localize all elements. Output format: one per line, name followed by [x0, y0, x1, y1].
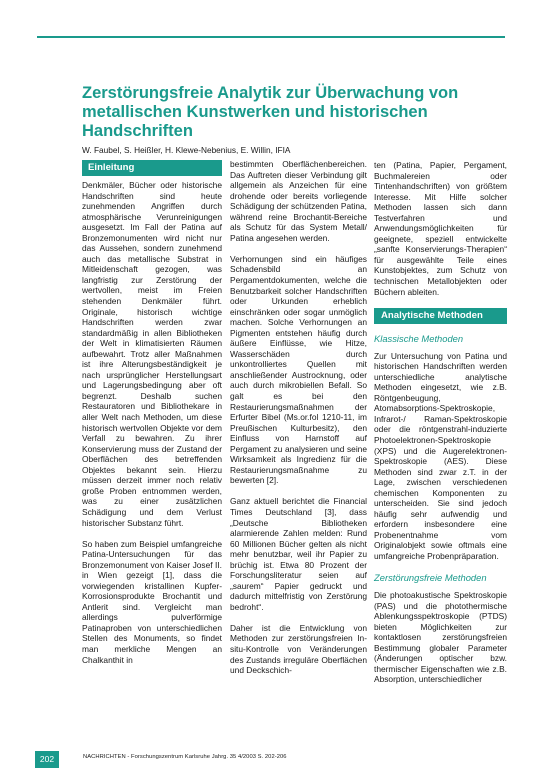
paragraph: ten (Patina, Papier, Pergament, Buchmalereien oder Tintenhandschriften) von größtem Interesse. Mit Hilfe solcher Methoden lassen sich dann Testverfahren und Anwendungsmöglichkeiten für geeignete, speziell entwickelte „sanfte Konservierungs-Therapien“ für ausgewählte Teile eines Kunstobjektes, zum Schutz von technischen Metallobjekten oder Büchern ableiten.: [374, 160, 507, 297]
subheading-nondestructive-methods: Zerstörungsfreie Methoden: [374, 572, 487, 584]
page-footer: [35, 751, 505, 768]
page-number: 202: [35, 751, 59, 768]
column-1: [82, 160, 222, 676]
subheading-classic-methods: Klassische Methoden: [374, 332, 464, 344]
paragraph: Die photoakustische Spektroskopie (PAS) und die photothermische Ablenkungsspektroskopie (PTDS) bieten Möglichkeiten zur kontaktlosen zerstörungsfreien Bestimmung globaler Parameter (Änderungen optischer bzw. thermischer Eigenschaften wie z.B. Absorption, unterschiedlicher: [374, 590, 507, 685]
journal-citation: NACHRICHTEN - Forschungszentrum Karlsruhe Jahrg. 35 4/2003 S. 202-206: [83, 754, 287, 760]
paragraph: Verhornungen sind ein häufiges Schadensbild an Pergamentdokumenten, welche die Benutzbarkeit solcher Handschriften oder Urkunden erheblich einschränken oder sogar unmöglich machen. Solche Verhornungen an Pigmenten entstehen häufig durch äußere Einflüsse, wie Hitze, Wasserschäden durch unkontrolliertes Quellen mit anschließender Austrocknung, oder auch durch mikrobiellen Befall. So galt es bei den Restaurierungsmaßnahmen der Erfurter Bibel (Ms.or.fol 1210-11, im Preußischen Kulturbesitz), den Einfluss von Harnstoff auf Pergament zu analysieren und seine Wirksamkeit als Ingredienz für die Restaurierungsmaßnahme zu bewerten [2].: [230, 253, 367, 486]
article-authors: W. Faubel, S. Heißler, H. Klewe-Nebenius, E. Willin, IFIA: [82, 145, 291, 155]
paragraph: bestimmten Oberflächenbereichen. Das Auftreten dieser Verbindung gilt allgemein als Anzeichen für eine drohende oder bereits vorliegende Schädigung der schützenden Patina, während reine Brochantit-Bereiche als Schutz für das System Metall/ Patina angesehen werden.: [230, 159, 367, 243]
article-title: Zerstörungsfreie Analytik zur Überwachung von metallischen Kunstwerken und historischen Handschriften: [82, 84, 459, 140]
section-heading-introduction: Einleitung: [82, 160, 222, 176]
paragraph: Ganz aktuell berichtet die Financial Times Deutschland [3], dass „Deutsche Bibliotheken alarmierende Zahlen melden: Rund 60 Millionen Bücher gelten als nicht mehr benutzbar, weil ihr Papier zu brüchig ist. Etwa 80 Prozent der Forschungsliteratur seien auf „saurem“ Papier gedruckt und dadurch mittelfristig von Zerstörung bedroht“.: [230, 496, 367, 612]
top-rule: [37, 36, 505, 38]
paragraph: Denkmäler, Bücher oder historische Handschriften sind heute zunehmenden Angriffen durch atmosphärische Verunreinigungen ausgesetzt. Im Fall der Patina auf Bronzemonumenten wird nicht nur das Aussehen, sondern zunehmend auch das metallische Substrat in Mitleidenschaft gezogen, was langfristig zur Zerstörung der wertvollen, meist im Freien stehenden Denkmäler führt. Originale, historisch wichtige Handschriften werden zwar standardmäßig in allen Bibliotheken der Welt in klimatisierten Räumen aufbewahrt. Trotz aller Maßnahmen ist ihre Alterungsbeständigkeit je nach ursprünglicher Herstellungsart und Lagerungsbedingung aber oft begrenzt. Deshalb suchen Restauratoren und Bibliothekare in aller Welt nach Methoden, um diese historisch wertvollen Objekte vor dem Verfall zu bewahren. Zu ihrer Konservierung muss der Zustand der Oberflächen des betreffenden Objektes bekannt sein. Hierzu müssen derzeit immer noch relativ große Proben entnommen werden, was zu einer zusätzlichen Schädigung und dem Verlust historischer Substanz führt.: [82, 180, 222, 528]
paragraph: Daher ist die Entwicklung von Methoden zur zerstörungsfreien In-situ-Kontrolle von Veränderungen des Zustands irreguläre Oberflächen und Deckschich-: [230, 622, 367, 676]
column-3: [374, 160, 507, 695]
paragraph: So haben zum Beispiel umfangreiche Patina-Untersuchungen für das Bronzemonument von Kaiser Josef II. in Wien gezeigt [1], dass die vorwiegenden kristallinen Kupfer-Korrosionsprodukte Brochantit und Antlerit sind. Vergleicht man allerdings pulverförmige Patinaproben von unterschiedlichen Stellen des Monuments, so findet man merkliche Mengen an Chalkanthit in: [82, 538, 222, 665]
paragraph: Zur Untersuchung von Patina und historischen Handschriften werden unterschiedliche analytische Methoden eingesetzt, wie z.B. Röntgenbeugung, Atomabsorptions-Spektroskopie, Infrarot-/ Raman-Spektroskopie oder die röntgenstrahl-induzierte Photoelektronen-Spektroskopie (XPS) und die Augerelektronen-Spektroskopie (AES). Diese Methoden sind zwar z.T. in der Lage, zwischen verschiedenen chemischen Komponenten zu unterscheiden. Sie sind jedoch häufig sehr aufwendig und erfordern insbesondere eine Probenentnahme vom Originalobjekt sowie oftmals eine umfangreiche Probenpräparation.: [374, 350, 507, 561]
column-2: [230, 159, 367, 686]
section-heading-analytical-methods: Analytische Methoden: [374, 308, 507, 324]
